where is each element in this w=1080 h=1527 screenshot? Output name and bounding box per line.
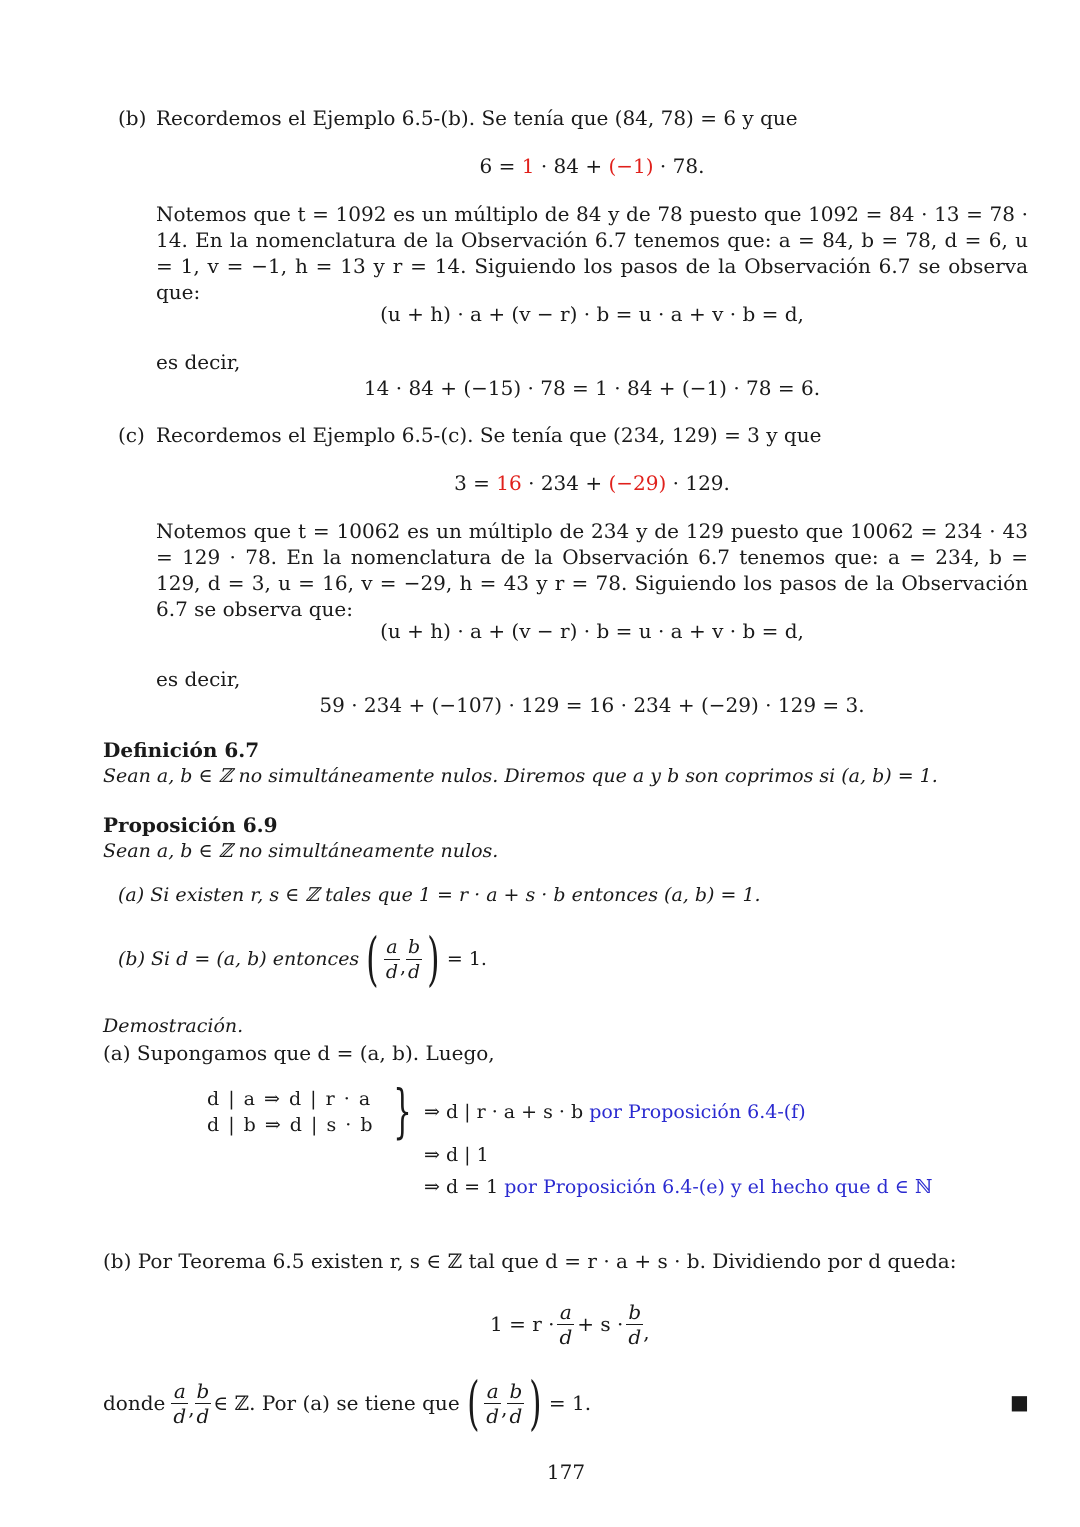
item-b-es-decir: es decir, [156,350,241,374]
implication-line-2: d | b ⇒ d | s · b [207,1114,373,1136]
proposition-item-a: (a) Si existen r, s ∈ ℤ tales que 1 = r · a + s · b entonces (a, b) = 1. [118,884,761,906]
coef-v: (−29) [608,471,667,495]
fraction-b-over-d: $\frac{b}{d}$ [628,1299,642,1349]
proof-b-equation: 1 = r · $\frac{a}{d}$ + s · $\frac{b}{d}$ , [490,1299,650,1349]
item-c-equation-3: 59 · 234 + (−107) · 129 = 16 · 234 + (−29) · 129 = 3. [319,693,865,717]
fraction-a-over-d: $\frac{a}{d}$ [173,1378,187,1428]
proof-part-a: (a) Supongamos que d = (a, b). Luego, [103,1041,495,1065]
item-c-es-decir: es decir, [156,667,241,691]
item-b-equation-3: 14 · 84 + (−15) · 78 = 1 · 84 + (−1) · 78 = 6. [363,376,821,400]
item-b-intro: Recordemos el Ejemplo 6.5-(b). Se tenía que (84, 78) = 6 y que [156,106,798,130]
right-paren: ) [529,1369,542,1437]
fraction-b-over-d: $\frac{b}{d}$ [509,1378,523,1428]
reason-link-2[interactable]: por Proposición 6.4-(e) y el hecho que d ∈ ℕ [504,1176,933,1198]
item-c-body: Notemos que t = 10062 es un múltiplo de 234 y de 129 puesto que 10062 = 234 · 43 = 129 · 78. En la nomenclatura de la Observación 6.7 tenemos que: a = 234, b = 129, d = 3, u = 16, v = −29, h = 43 y r = 78. Siguiendo los pasos de la Observación 6.7 se observa que: [156,519,1028,621]
item-b-equation-1: 6 = 1 · 84 + (−1) · 78. [479,154,705,178]
proof-b-conclusion: donde $\frac{a}{d}$ , $\frac{b}{d}$ ∈ ℤ. Por (a) se tiene que ( $\frac{a}{d}$ , $\frac{b}{d}$ ) = 1. [103,1369,592,1437]
proof-part-b: (b) Por Teorema 6.5 existen r, s ∈ ℤ tal que d = r · a + s · b. Dividiendo por d queda: [103,1249,957,1273]
item-c-equation-2: (u + h) · a + (v − r) · b = u · a + v · b = d, [380,619,804,643]
item-b-equation-2: (u + h) · a + (v − r) · b = u · a + v · b = d, [380,302,804,326]
item-b-label: (b) [118,106,147,130]
conclusion-line-2: ⇒ d | 1 [424,1144,489,1166]
coef-u: 16 [496,471,522,495]
left-paren: ( [366,925,379,993]
coef-v: (−1) [608,154,654,178]
right-brace: } [393,1077,412,1145]
fraction-b-over-d: $\frac{b}{d}$ [196,1378,210,1428]
item-c-label: (c) [118,423,145,447]
item-b-body: Notemos que t = 1092 es un múltiplo de 84 y de 78 puesto que 1092 = 84 · 13 = 78 · 14. En la nomenclatura de la Observación 6.7 tenemos que: a = 84, b = 78, d = 6, u = 1, v = −1, h = 13 y r = 14. Siguiendo los pasos de la Observación 6.7 se observa que: [156,202,1028,304]
implication-line-1: d | a ⇒ d | r · a [207,1088,371,1110]
fraction-a-over-d: $\frac{a}{d}$ [486,1378,500,1428]
conclusion-line-3: ⇒ d = 1 por Proposición 6.4-(e) y el hecho que d ∈ ℕ [424,1176,933,1198]
left-paren: ( [466,1369,480,1437]
fraction-b-over-d: $\frac{b}{d}$ [408,935,421,983]
definition-title: Definición 6.7 [103,738,260,762]
item-c-equation-1: 3 = 16 · 234 + (−29) · 129. [454,471,730,495]
definition-text: Sean a, b ∈ ℤ no simultáneamente nulos. Diremos que a y b son coprimos si (a, b) = 1. [103,765,938,787]
proposition-item-b: (b) Si d = (a, b) entonces ( $\frac{a}{d}$ , $\frac{b}{d}$ ) = 1. [118,925,487,993]
proposition-text: Sean a, b ∈ ℤ no simultáneamente nulos. [103,840,499,862]
proof-title: Demostración. [103,1015,244,1037]
fraction-a-over-d: $\frac{a}{d}$ [559,1299,573,1349]
proposition-title: Proposición 6.9 [103,813,278,837]
page-number: 177 [546,1460,586,1484]
fraction-a-over-d: $\frac{a}{d}$ [385,935,398,983]
coef-u: 1 [521,154,535,178]
reason-link-1[interactable]: por Proposición 6.4-(f) [589,1101,806,1123]
qed-symbol: ■ [1010,1390,1029,1414]
conclusion-line-1: ⇒ d | r · a + s · b por Proposición 6.4-(f) [424,1101,806,1123]
item-c-intro: Recordemos el Ejemplo 6.5-(c). Se tenía que (234, 129) = 3 y que [156,423,822,447]
right-paren: ) [427,925,440,993]
